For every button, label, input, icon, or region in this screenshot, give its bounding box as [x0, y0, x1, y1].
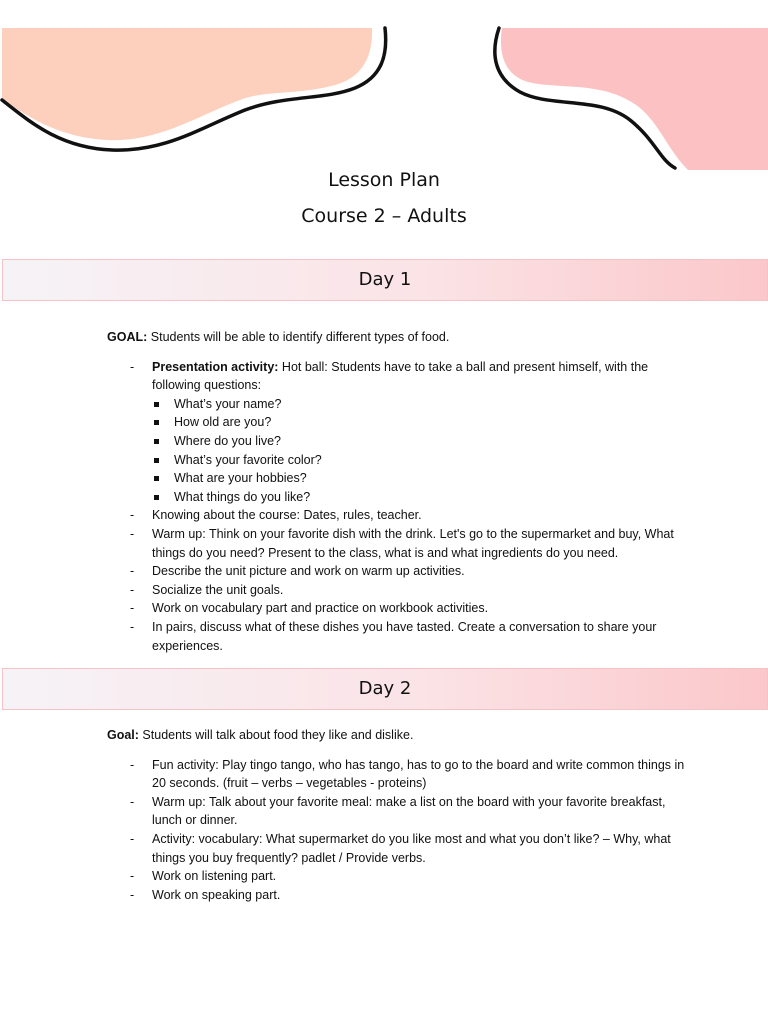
list-item: - Activity: vocabulary: What supermarket do you like most and what you don’t like? – Why, what things you buy frequently? padlet / Provide verbs. [107, 830, 687, 867]
list-item: What’s your name? [152, 395, 687, 414]
list-item: - Work on listening part. [107, 867, 687, 886]
day1-goal [107, 328, 687, 347]
day2-goal [107, 726, 687, 745]
list-item: - Fun activity: Play tingo tango, who has tango, has to go to the board and write common things in 20 seconds. (fruit – verbs – vegetables - proteins) [107, 756, 687, 793]
day1-section [107, 328, 687, 655]
day1-activity-list [107, 358, 687, 656]
list-item: - Knowing about the course: Dates, rules, teacher. [107, 506, 687, 525]
page-title: Lesson Plan [328, 169, 440, 191]
day1-banner: Day 1 [2, 259, 768, 301]
presentation-activity-label: Presentation activity: [152, 359, 279, 374]
list-item: What things do you like? [152, 488, 687, 507]
list-item: - In pairs, discuss what of these dishes you have tasted. Create a conversation to share your experiences. [107, 618, 687, 655]
list-item: - Work on speaking part. [107, 886, 687, 905]
page-subtitle: Course 2 – Adults [301, 205, 467, 227]
left-blob-shape [2, 28, 386, 150]
day2-goal-label: Goal: [107, 728, 139, 742]
list-item: - Warm up: Talk about your favorite meal: make a list on the board with your favorite breakfast, lunch or dinner. [107, 793, 687, 830]
day1-goal-text: Students will be able to identify different types of food. [147, 330, 450, 344]
day2-banner: Day 2 [2, 668, 768, 710]
list-item: How old are you? [152, 413, 687, 432]
presentation-activity-text: Hot ball: Students have to take a ball and present himself, with the following questions: [152, 359, 649, 393]
day2-activity-list [107, 756, 687, 905]
list-item: Where do you live? [152, 432, 687, 451]
day1-goal-label: GOAL: [107, 330, 148, 344]
right-blob-shape [495, 28, 768, 170]
list-item: - Warm up: Think on your favorite dish with the drink. Let's go to the supermarket and buy, What things do you need? Present to the class, what is and what ingredients do you need. [107, 525, 687, 562]
list-item: - Work on vocabulary part and practice on workbook activities. [107, 599, 687, 618]
day2-goal-text: Students will talk about food they like and dislike. [138, 728, 414, 742]
question-list [152, 395, 687, 507]
header-decoration [0, 0, 768, 175]
day2-section [107, 726, 687, 904]
list-item: - Socialize the unit goals. [107, 581, 687, 600]
list-item: What’s your favorite color? [152, 451, 687, 470]
list-item [107, 358, 687, 507]
list-item: - Describe the unit picture and work on warm up activities. [107, 562, 687, 581]
list-item: What are your hobbies? [152, 469, 687, 488]
